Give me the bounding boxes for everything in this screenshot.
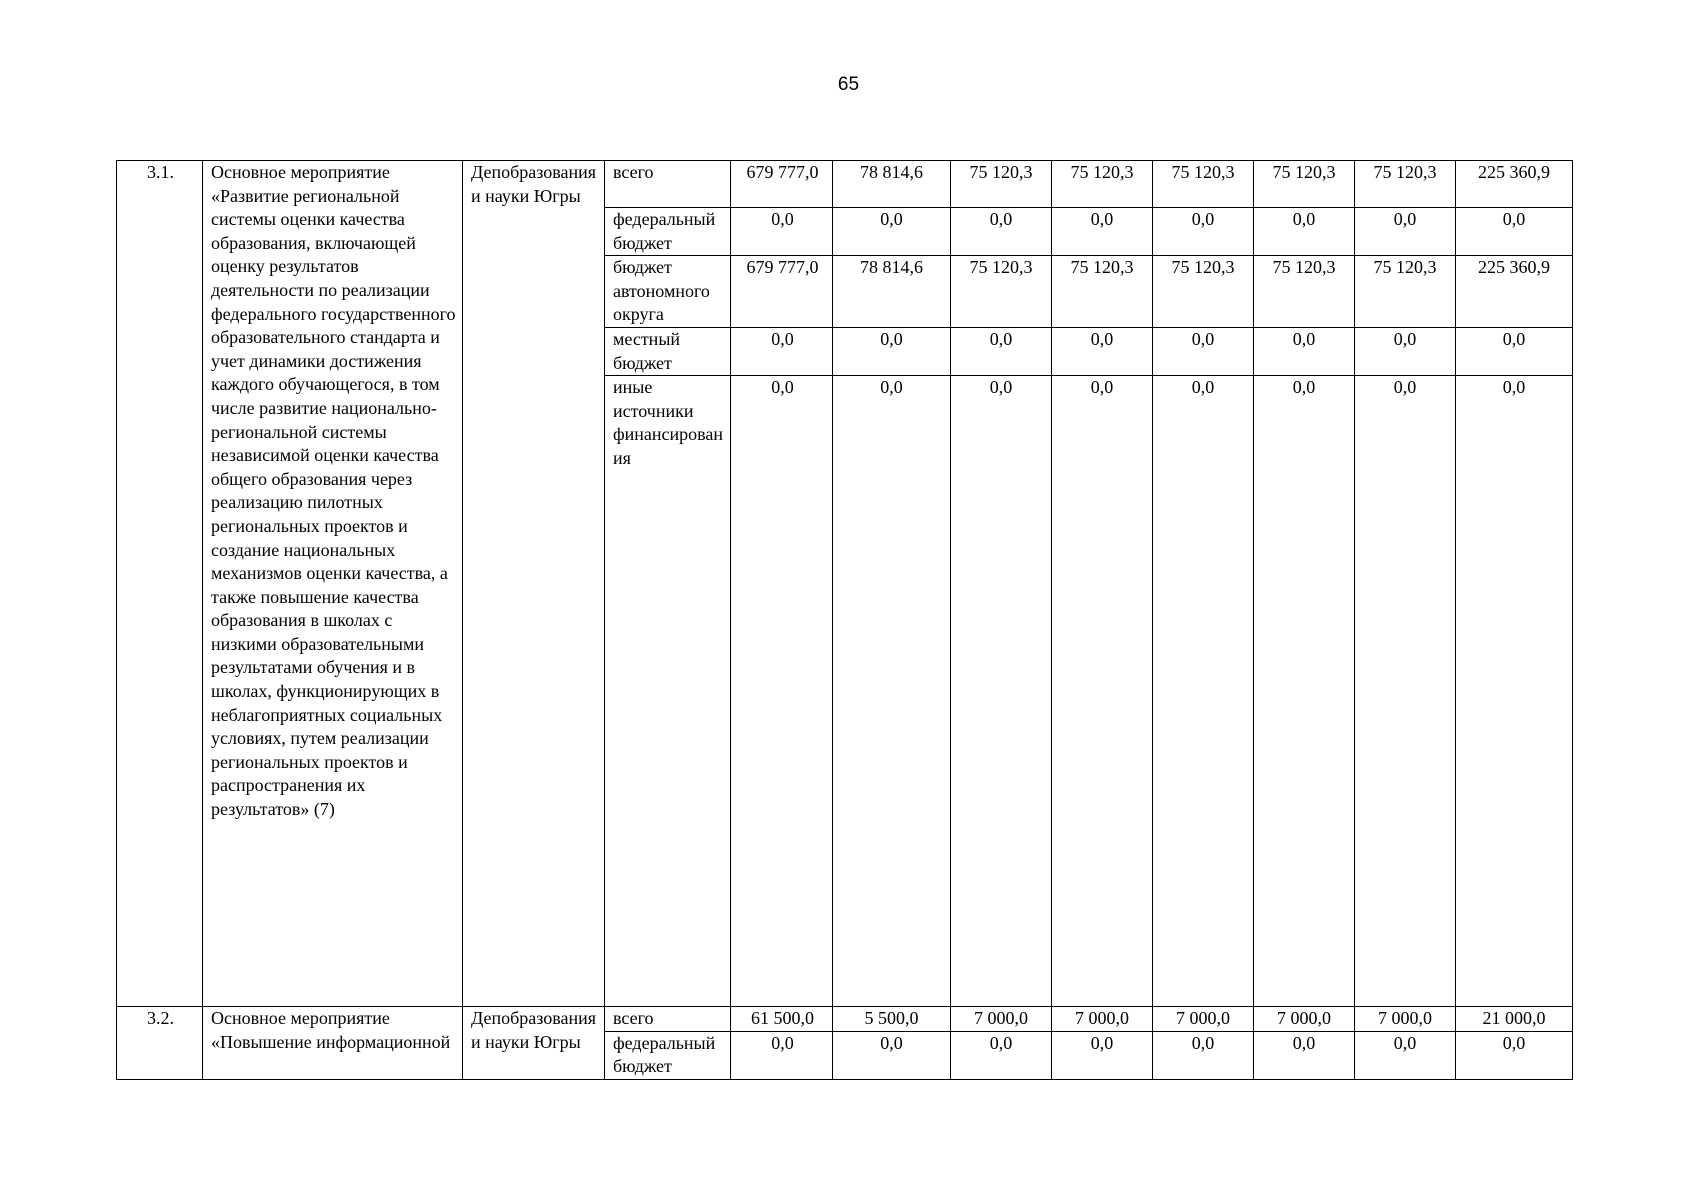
- financing-table: [116, 160, 1573, 1080]
- amount-cell: 0,0: [1153, 1031, 1254, 1079]
- amount-cell: 21 000,0: [1456, 1007, 1573, 1032]
- amount-cell: 7 000,0: [1355, 1007, 1456, 1032]
- amount-cell: 75 120,3: [1052, 256, 1153, 328]
- amount-cell: 0,0: [1456, 327, 1573, 375]
- amount-cell: 0,0: [1355, 208, 1456, 256]
- amount-cell: 0,0: [951, 376, 1052, 1007]
- amount-cell: 75 120,3: [951, 256, 1052, 328]
- table-body: [117, 161, 1573, 1080]
- amount-cell: 78 814,6: [833, 256, 951, 328]
- table-row: [117, 161, 1573, 208]
- amount-cell: 0,0: [1052, 376, 1153, 1007]
- amount-cell: 0,0: [1456, 1031, 1573, 1079]
- amount-cell: 0,0: [833, 208, 951, 256]
- amount-cell: 7 000,0: [951, 1007, 1052, 1032]
- amount-cell: 0,0: [1153, 327, 1254, 375]
- amount-cell: 0,0: [1153, 208, 1254, 256]
- funding-source: федеральный бюджет: [605, 208, 731, 256]
- amount-cell: 7 000,0: [1153, 1007, 1254, 1032]
- page-number: 65: [837, 74, 860, 95]
- amount-cell: 0,0: [1052, 208, 1153, 256]
- amount-cell: 5 500,0: [833, 1007, 951, 1032]
- amount-cell: 0,0: [1254, 327, 1355, 375]
- activity-name: Основное мероприятие «Развитие региональной системы оценки качества образования, включающей оценку результатов деятельности по реализации федерального государственного образовательного стандарта и учет динамики достижения каждого обучающегося, в том числе развитие национально-региональной системы независимой оценки качества общего образования через реализацию пилотных региональных проектов и создание национальных механизмов оценки качества, а также повышение качества образования в школах с низкими образовательными результатами обучения и в школах, функционирующих в неблагоприятных социальных условиях, путем реализации региональных проектов и распространения их результатов» (7): [203, 161, 463, 1007]
- amount-cell: 0,0: [1052, 327, 1153, 375]
- row-number: 3.2.: [117, 1007, 203, 1080]
- funding-source: федеральный бюджет: [605, 1031, 731, 1079]
- amount-cell: 225 360,9: [1456, 256, 1573, 328]
- funding-source: всего: [605, 161, 731, 208]
- amount-cell: 75 120,3: [1254, 256, 1355, 328]
- amount-cell: 0,0: [1052, 1031, 1153, 1079]
- amount-cell: 0,0: [1355, 1031, 1456, 1079]
- amount-cell: 225 360,9: [1456, 161, 1573, 208]
- amount-cell: 0,0: [951, 208, 1052, 256]
- amount-cell: 0,0: [833, 327, 951, 375]
- funding-source: местный бюджет: [605, 327, 731, 375]
- amount-cell: 78 814,6: [833, 161, 951, 208]
- amount-cell: 75 120,3: [951, 161, 1052, 208]
- amount-cell: 0,0: [951, 1031, 1052, 1079]
- amount-cell: 0,0: [1254, 1031, 1355, 1079]
- amount-cell: 75 120,3: [1254, 161, 1355, 208]
- amount-cell: 0,0: [833, 1031, 951, 1079]
- amount-cell: 75 120,3: [1153, 161, 1254, 208]
- amount-cell: 0,0: [731, 327, 833, 375]
- amount-cell: 0,0: [951, 327, 1052, 375]
- amount-cell: 0,0: [731, 208, 833, 256]
- funding-source: иные источники финансирования: [605, 376, 731, 1007]
- amount-cell: 0,0: [731, 1031, 833, 1079]
- amount-cell: 7 000,0: [1052, 1007, 1153, 1032]
- amount-cell: 0,0: [1456, 376, 1573, 1007]
- amount-cell: 0,0: [731, 376, 833, 1007]
- table-row: [117, 1007, 1573, 1032]
- amount-cell: 679 777,0: [731, 161, 833, 208]
- amount-cell: 0,0: [1355, 376, 1456, 1007]
- amount-cell: 0,0: [1355, 327, 1456, 375]
- executor: Депобразования и науки Югры: [463, 1007, 605, 1080]
- amount-cell: 0,0: [1153, 376, 1254, 1007]
- amount-cell: 0,0: [1254, 208, 1355, 256]
- row-number: 3.1.: [117, 161, 203, 1007]
- amount-cell: 75 120,3: [1355, 161, 1456, 208]
- amount-cell: 0,0: [833, 376, 951, 1007]
- activity-name: Основное мероприятие «Повышение информационной: [203, 1007, 463, 1080]
- amount-cell: 75 120,3: [1052, 161, 1153, 208]
- amount-cell: 0,0: [1456, 208, 1573, 256]
- amount-cell: 7 000,0: [1254, 1007, 1355, 1032]
- amount-cell: 0,0: [1254, 376, 1355, 1007]
- amount-cell: 75 120,3: [1153, 256, 1254, 328]
- funding-source: бюджет автономного округа: [605, 256, 731, 328]
- amount-cell: 75 120,3: [1355, 256, 1456, 328]
- amount-cell: 61 500,0: [731, 1007, 833, 1032]
- executor: Депобразования и науки Югры: [463, 161, 605, 1007]
- amount-cell: 679 777,0: [731, 256, 833, 328]
- funding-source: всего: [605, 1007, 731, 1032]
